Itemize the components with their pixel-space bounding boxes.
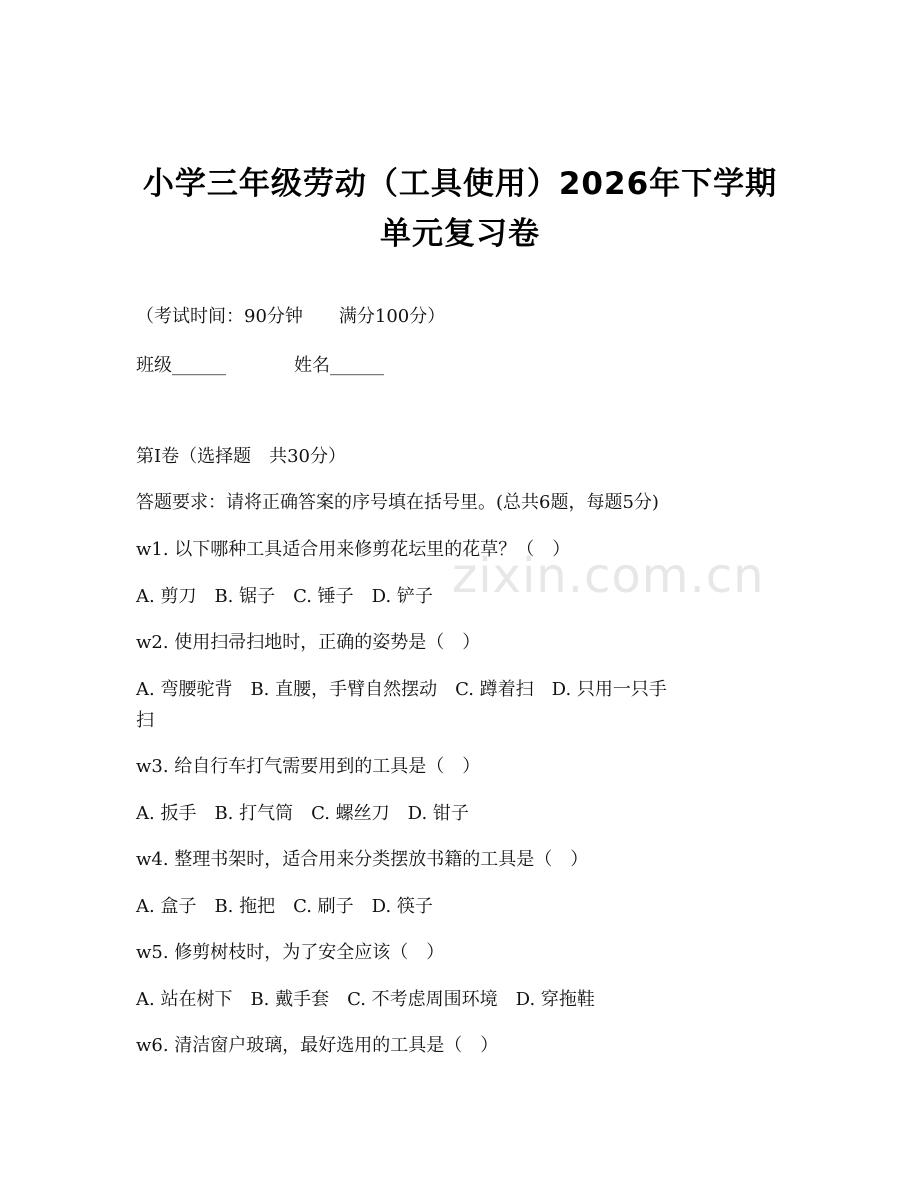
question-1-stem: w1. 以下哪种工具适合用来修剪花坛里的花草？（ ） — [136, 539, 571, 560]
question-3-options: A. 扳手 B. 打气筒 C. 螺丝刀 D. 钳子 — [136, 803, 469, 824]
exam-title-line-1: 小学三年级劳动（工具使用）2026年下学期 — [142, 166, 778, 202]
watermark: zixin.com.cn — [452, 548, 765, 604]
question-6-stem: w6. 清洁窗户玻璃，最好选用的工具是（ ） — [136, 1035, 499, 1056]
question-4-stem: w4. 整理书架时，适合用来分类摆放书籍的工具是（ ） — [136, 849, 589, 870]
instructions: 答题要求：请将正确答案的序号填在括号里。(总共6题，每题5分) — [136, 492, 659, 513]
question-1-options: A. 剪刀 B. 锯子 C. 锤子 D. 铲子 — [136, 586, 433, 607]
exam-title-line-2: 单元复习卷 — [380, 216, 540, 252]
exam-info: （考试时间：90分钟 满分100分） — [136, 306, 446, 327]
question-5-stem: w5. 修剪树枝时，为了安全应该（ ） — [136, 942, 445, 963]
question-5-options: A. 站在树下 B. 戴手套 C. 不考虑周围环境 D. 穿拖鞋 — [136, 989, 595, 1010]
question-3-stem: w3. 给自行车打气需要用到的工具是（ ） — [136, 756, 481, 777]
name-field: 姓名______ — [294, 355, 384, 376]
section-title: 第I卷（选择题 共30分） — [136, 446, 347, 467]
class-field: 班级______ — [136, 355, 226, 376]
question-2-options-continued: 扫 — [136, 710, 154, 731]
question-2-options: A. 弯腰驼背 B. 直腰，手臂自然摆动 C. 蹲着扫 D. 只用一只手 — [136, 679, 667, 700]
question-2-stem: w2. 使用扫帚扫地时，正确的姿势是（ ） — [136, 632, 481, 653]
question-4-options: A. 盒子 B. 拖把 C. 刷子 D. 筷子 — [136, 896, 433, 917]
